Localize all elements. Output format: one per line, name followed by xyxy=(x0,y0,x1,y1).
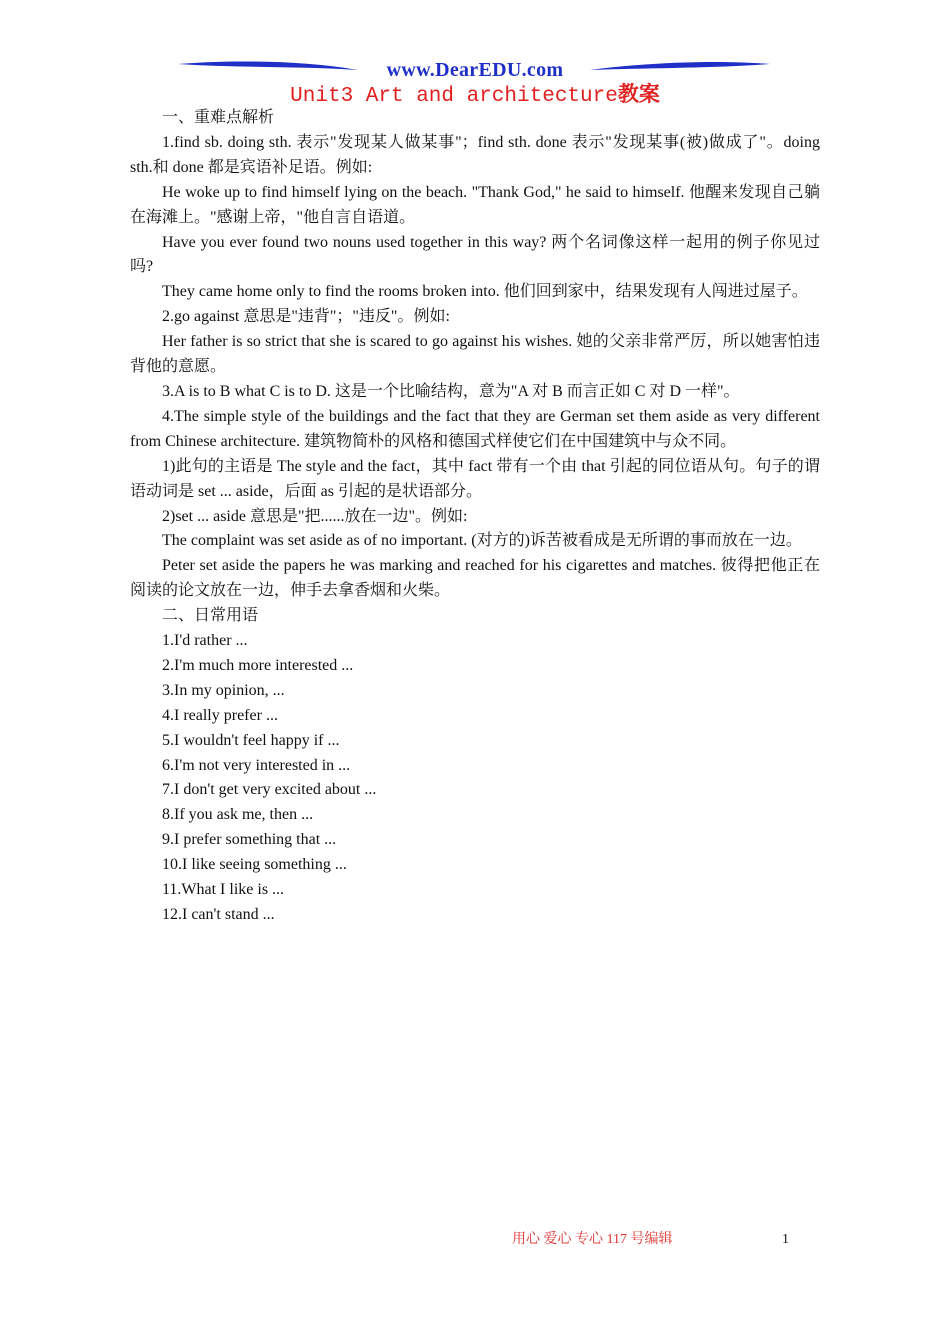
paragraph: 2.go against 意思是"违背"；"违反"。例如: xyxy=(162,308,450,326)
footer-note: 用心 爱心 专心 117 号编辑 xyxy=(512,1232,673,1247)
list-item: 2.I'm much more interested ... xyxy=(162,656,354,674)
document-body xyxy=(130,106,820,928)
list-item: 3.In my opinion, ... xyxy=(162,681,285,699)
list-item: 7.I don't get very excited about ... xyxy=(162,781,377,799)
paragraph: Her father is so strict that she is scared to go against his wishes. 她的父亲非常严厉，所以她害怕违背他的意愿。 xyxy=(130,333,820,376)
list-item: 11.What I like is ... xyxy=(162,881,285,899)
list-item: 8.If you ask me, then ... xyxy=(162,806,314,824)
paragraph: 4.The simple style of the buildings and the fact that they are German set them aside as very different from Chinese architecture. 建筑物简朴的风格和德国式样使它们在中国建筑中与众不同。 xyxy=(130,407,820,450)
list-item: 5.I wouldn't feel happy if ... xyxy=(162,731,340,749)
page-number: 1 xyxy=(782,1232,789,1247)
paragraph: Peter set aside the papers he was marking and reached for his cigarettes and matches. 彼得把他正在阅读的论文放在一边，伸手去拿香烟和火柴。 xyxy=(130,557,820,600)
list-item: 6.I'm not very interested in ... xyxy=(162,756,351,774)
paragraph: They came home only to find the rooms broken into. 他们回到家中，结果发现有人闯进过屋子。 xyxy=(162,283,808,301)
section-heading: 一、重难点解析 xyxy=(162,109,275,126)
site-url[interactable]: www.DearEDU.com xyxy=(386,59,564,81)
section-heading: 二、日常用语 xyxy=(162,607,259,625)
paragraph: He woke up to find himself lying on the beach. "Thank God," he said to himself. 他醒来发现自己躺在海滩上。"感谢上帝，"他自言自语道。 xyxy=(130,183,820,226)
paragraph: 2)set ... aside 意思是"把......放在一边"。例如: xyxy=(162,507,468,525)
title-english: Unit3 Art and architecture xyxy=(290,85,618,108)
paragraph: The complaint was set aside as of no important. (对方的)诉苦被看成是无所谓的事而放在一边。 xyxy=(162,532,802,550)
list-item: 12.I can't stand ... xyxy=(162,906,275,923)
list-item: 10.I like seeing something ... xyxy=(162,856,347,874)
paragraph: Have you ever found two nouns used together in this way? 两个名词像这样一起用的例子你见过吗? xyxy=(130,233,820,276)
list-item: 9.I prefer something that ... xyxy=(162,831,337,849)
list-item: 1.I'd rather ... xyxy=(162,632,248,650)
title-chinese: 教案 xyxy=(617,82,660,106)
paragraph: 1)此句的主语是 The style and the fact，其中 fact 带有一个由 that 引起的同位语从句。句子的谓语动词是 set ... aside，后面 as 引起的是状语部分。 xyxy=(130,457,820,500)
paragraph: 3.A is to B what C is to D. 这是一个比喻结构，意为"A 对 B 而言正如 C 对 D 一样"。 xyxy=(162,382,740,400)
paragraph: 1.find sb. doing sth. 表示"发现某人做某事"；find sth. done 表示"发现某事(被)做成了"。doing sth.和 done 都是宾语补足语。例如: xyxy=(130,133,820,176)
list-item: 4.I really prefer ... xyxy=(162,706,278,724)
